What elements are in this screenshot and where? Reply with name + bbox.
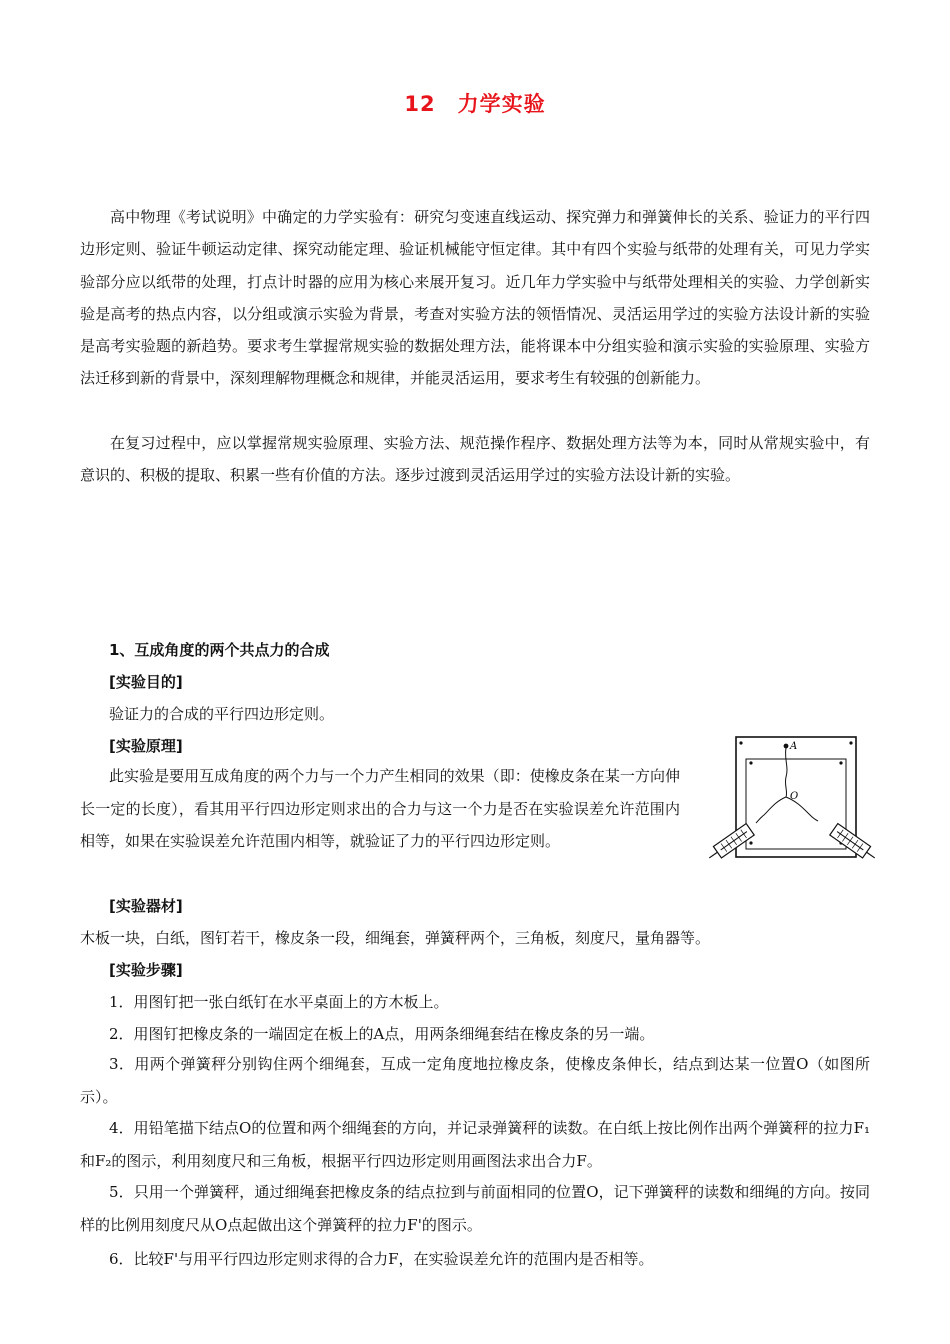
step-1: 1．用图钉把一张白纸钉在水平桌面上的方木板上。 xyxy=(109,993,449,1011)
step-6: 6．比较F'与用平行四边形定则求得的合力F，在实验误差允许的范围内是否相等。 xyxy=(109,1250,654,1268)
principle-text: 此实验是要用互成角度的两个力与一个力产生相同的效果（即：使橡皮条在某一方向伸长一定的长度），看其用平行四边形定则求出的合力与这一个力是否在实验误差允许范围内相等，如果在实验误差允许范围内相等，就验证了力的平行四边形定则。 xyxy=(80,767,680,850)
equipment-text: 木板一块，白纸，图钉若干，橡皮条一段，细绳套，弹簧秤两个，三角板，刻度尺，量角器等。 xyxy=(80,929,711,947)
string-left xyxy=(756,797,786,823)
intro-paragraph-2: 在复习过程中，应以掌握常规实验原理、实验方法、规范操作程序、数据处理方法等为本，同时从常规实验中，有意识的、积极的提取、积累一些有价值的方法。逐步过渡到灵活运用学过的实验方法设计新的实验。 xyxy=(80,434,870,485)
step-5: 5．只用一个弹簧秤，通过细绳套把橡皮条的结点拉到与前面相同的位置O，记下弹簧秤的读数和细绳的方向。按同样的比例用刻度尺从O点起做出这个弹簧秤的拉力F'的图示。 xyxy=(80,1183,870,1234)
label-o: O xyxy=(790,791,799,802)
step-4: 4．用铅笔描下结点O的位置和两个细绳套的方向，并记录弹簧秤的读数。在白纸上按比例作出两个弹簧秤的拉力F₁和F₂的图示，利用刻度尺和三角板，根据平行四边形定则用画图法求出合力F。 xyxy=(80,1119,870,1170)
section-heading: 1、互成角度的两个共点力的合成 xyxy=(109,641,330,659)
purpose-text: 验证力的合成的平行四边形定则。 xyxy=(109,705,335,723)
anchor-point-a xyxy=(784,744,789,749)
rubber-band xyxy=(785,748,787,797)
pin-icon xyxy=(739,741,742,744)
purpose-label: [实验目的] xyxy=(109,673,183,691)
pin-icon xyxy=(849,741,852,744)
title-number: 12 xyxy=(404,92,436,116)
principle-label: [实验原理] xyxy=(109,737,183,755)
label-a: A xyxy=(790,741,798,752)
steps-label: [实验步骤] xyxy=(109,961,183,979)
page-title xyxy=(0,88,950,118)
step-2: 2．用图钉把橡皮条的一端固定在板上的A点，用两条细绳套结在橡皮条的另一端。 xyxy=(109,1025,655,1043)
intro-paragraph-1: 高中物理《考试说明》中确定的力学实验有：研究匀变速直线运动、探究弹力和弹簧伸长的关系、验证力的平行四边形定则、验证牛顿运动定律、探究动能定理、验证机械能守恒定律。其中有四个实验与纸带的处理有关，可见力学实验部分应以纸带的处理，打点计时器的应用为核心来展开复习。近几年力学实验中与纸带处理相关的实验、力学创新实验是高考的热点内容，以分组或演示实验为背景，考查对实验方法的领悟情况、灵活运用学过的实验方法设计新的实验是高考实验题的新趋势。要求考生掌握常规实验的数据处理方法，能将课本中分组实验和演示实验的实验原理、实验方法迁移到新的背景中，深刻理解物理概念和规律，并能灵活运用，要求考生有较强的创新能力。 xyxy=(80,208,870,388)
pin-icon xyxy=(839,761,842,764)
step-3: 3．用两个弹簧秤分别钩住两个细绳套，互成一定角度地拉橡皮条，使橡皮条伸长，结点到达某一位置O（如图所示）。 xyxy=(80,1055,870,1106)
pin-icon xyxy=(749,761,752,764)
experiment-figure xyxy=(704,735,876,863)
pin-icon xyxy=(749,841,752,844)
title-text: 力学实验 xyxy=(457,92,546,116)
equipment-label: [实验器材] xyxy=(109,897,183,915)
